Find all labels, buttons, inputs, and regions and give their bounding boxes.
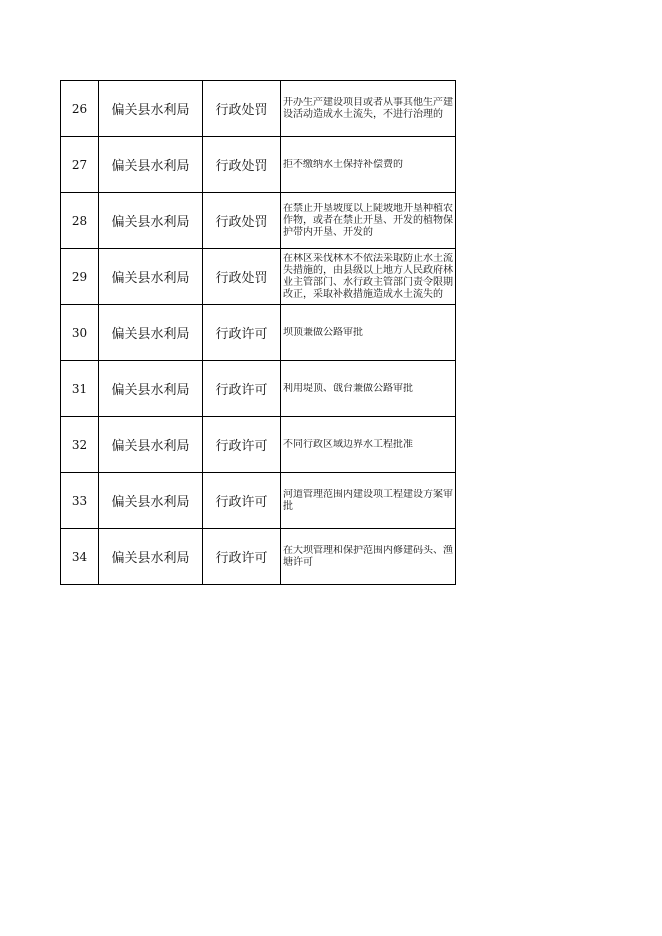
item-cell [281,137,456,193]
row-number: 26 [61,81,99,137]
table-row [61,193,456,249]
item-text: 拒不缴纳水土保持补偿费的 [283,158,403,170]
item-cell [281,417,456,473]
item-cell [281,193,456,249]
department-cell: 偏关县水利局 [99,305,203,361]
item-text: 在禁止开垦坡度以上陡坡地开垦种植农作物，或者在禁止开垦、开发的植物保护带内开垦、开发的 [283,202,453,238]
category-cell: 行政许可 [203,417,281,473]
row-number: 30 [61,305,99,361]
category-cell: 行政处罚 [203,137,281,193]
row-number: 29 [61,249,99,305]
table-row [61,249,456,305]
table-row [61,529,456,585]
department-cell: 偏关县水利局 [99,529,203,585]
department-cell: 偏关县水利局 [99,417,203,473]
table-row [61,361,456,417]
department-cell: 偏关县水利局 [99,473,203,529]
item-text: 开办生产建设项目或者从事其他生产建设活动造成水土流失，不进行治理的 [283,96,453,120]
item-cell [281,361,456,417]
item-cell [281,81,456,137]
item-text: 不同行政区域边界水工程批准 [283,438,413,450]
department-cell: 偏关县水利局 [99,137,203,193]
row-number: 31 [61,361,99,417]
item-cell [281,305,456,361]
item-text: 在大坝管理和保护范围内修建码头、渔塘许可 [283,544,453,568]
category-cell: 行政许可 [203,473,281,529]
table-row [61,81,456,137]
category-cell: 行政许可 [203,529,281,585]
category-cell: 行政处罚 [203,193,281,249]
item-text: 在林区采伐林木不依法采取防止水土流失措施的，由县级以上地方人民政府林业主管部门、水行政主管部门责令限期改正，采取补救措施造成水土流失的 [283,252,453,300]
table-row [61,137,456,193]
data-table [60,80,456,585]
department-cell: 偏关县水利局 [99,81,203,137]
table-row [61,473,456,529]
item-text: 河道管理范围内建设项工程建设方案审批 [283,488,453,512]
item-text: 利用堤顶、戗台兼做公路审批 [283,382,413,394]
table-row [61,305,456,361]
item-cell [281,473,456,529]
category-cell: 行政处罚 [203,81,281,137]
item-cell [281,249,456,305]
row-number: 34 [61,529,99,585]
row-number: 28 [61,193,99,249]
department-cell: 偏关县水利局 [99,193,203,249]
category-cell: 行政许可 [203,361,281,417]
row-number: 27 [61,137,99,193]
row-number: 33 [61,473,99,529]
category-cell: 行政许可 [203,305,281,361]
table-row [61,417,456,473]
category-cell: 行政处罚 [203,249,281,305]
department-cell: 偏关县水利局 [99,249,203,305]
item-cell [281,529,456,585]
department-cell: 偏关县水利局 [99,361,203,417]
item-text: 坝顶兼做公路审批 [283,326,363,338]
row-number: 32 [61,417,99,473]
